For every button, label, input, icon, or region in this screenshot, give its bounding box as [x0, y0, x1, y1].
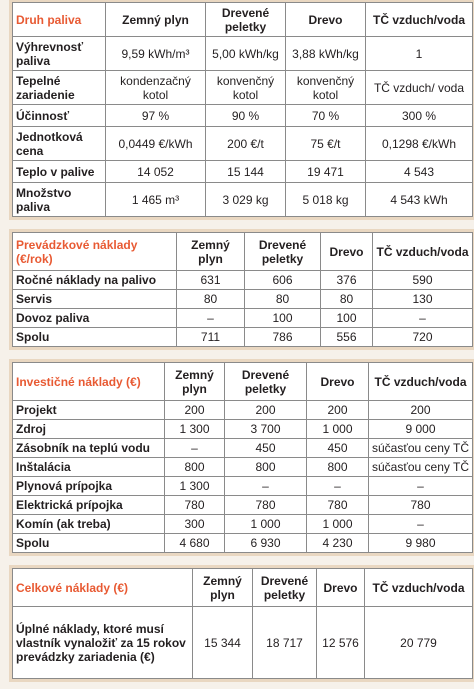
table-cell: 780	[225, 496, 307, 515]
table-cell: –	[165, 439, 225, 458]
table-cell: 376	[321, 271, 373, 290]
row-label: Spolu	[13, 534, 165, 553]
table-cell: 780	[369, 496, 473, 515]
table-row	[13, 105, 473, 127]
table-row	[13, 515, 473, 534]
table-cell: konvenčný kotol	[206, 71, 286, 105]
table-row	[13, 161, 473, 183]
fuel-parameters-table	[12, 2, 473, 217]
table-cell: 200 €/t	[206, 127, 286, 161]
column-header: Drevo	[321, 233, 373, 271]
column-header: Drevo	[317, 569, 365, 607]
table-title: Investičné náklady (€)	[13, 363, 165, 401]
column-header: Drevené peletky	[253, 569, 317, 607]
total-costs-table	[12, 568, 473, 679]
table-title: Celkové náklady (€)	[13, 569, 193, 607]
table-row	[13, 439, 473, 458]
table-cell: 15 144	[206, 161, 286, 183]
table-row	[13, 458, 473, 477]
table-cell: –	[369, 515, 473, 534]
table-cell: 9 980	[369, 534, 473, 553]
column-header: Drevo	[286, 3, 366, 37]
row-label: Plynová prípojka	[13, 477, 165, 496]
table-cell: 4 680	[165, 534, 225, 553]
table-cell: 4 543	[366, 161, 473, 183]
table-row	[13, 37, 473, 71]
table-cell: 14 052	[106, 161, 206, 183]
row-label: Výhrevnosť paliva	[13, 37, 106, 71]
column-header: Drevo	[307, 363, 369, 401]
column-header: Zemný plyn	[106, 3, 206, 37]
table-cell: 100	[245, 309, 321, 328]
row-label: Servis	[13, 290, 177, 309]
table-cell: 9 000	[369, 420, 473, 439]
row-label: Zdroj	[13, 420, 165, 439]
table-cell: 450	[225, 439, 307, 458]
table-row	[13, 309, 473, 328]
table-row	[13, 401, 473, 420]
row-label: Ročné náklady na palivo	[13, 271, 177, 290]
table-title: Prevádzkové náklady (€/rok)	[13, 233, 177, 271]
table-cell: 0,1298 €/kWh	[366, 127, 473, 161]
table-cell: 5,00 kWh/kg	[206, 37, 286, 71]
table-cell: 80	[321, 290, 373, 309]
table-cell: 80	[245, 290, 321, 309]
table-cell: 0,0449 €/kWh	[106, 127, 206, 161]
row-label: Elektrická prípojka	[13, 496, 165, 515]
table-cell: 100	[321, 309, 373, 328]
table-cell: 20 779	[365, 607, 473, 679]
row-label: Inštalácia	[13, 458, 165, 477]
column-header: Zemný plyn	[165, 363, 225, 401]
table-cell: 1 300	[165, 477, 225, 496]
table-cell: 711	[177, 328, 245, 347]
table-row	[13, 290, 473, 309]
column-header: Drevené peletky	[245, 233, 321, 271]
table-cell: 80	[177, 290, 245, 309]
table-cell: 800	[165, 458, 225, 477]
table-cell: 4 543 kWh	[366, 183, 473, 217]
row-label: Teplo v palive	[13, 161, 106, 183]
table-cell: 3,88 kWh/kg	[286, 37, 366, 71]
row-label: Komín (ak treba)	[13, 515, 165, 534]
table-row	[13, 496, 473, 515]
table-cell: konvenčný kotol	[286, 71, 366, 105]
row-label: Jednotková cena	[13, 127, 106, 161]
table-cell: 90 %	[206, 105, 286, 127]
row-label: Tepelné zariadenie	[13, 71, 106, 105]
table-cell: 200	[307, 401, 369, 420]
table-cell: 720	[373, 328, 473, 347]
table-cell: –	[369, 477, 473, 496]
table-row	[13, 271, 473, 290]
column-header: Drevené peletky	[225, 363, 307, 401]
table-row	[13, 183, 473, 217]
table-cell: –	[307, 477, 369, 496]
row-label: Množstvo paliva	[13, 183, 106, 217]
table-cell: –	[177, 309, 245, 328]
table-title: Druh paliva	[13, 3, 106, 37]
table-cell: 606	[245, 271, 321, 290]
table-header-row	[13, 363, 473, 401]
table-cell: 556	[321, 328, 373, 347]
table-cell: 786	[245, 328, 321, 347]
column-header: TČ vzduch/voda	[366, 3, 473, 37]
table-cell: –	[373, 309, 473, 328]
table-cell: 1 465 m³	[106, 183, 206, 217]
table-cell: 130	[373, 290, 473, 309]
table-cell: 1 000	[225, 515, 307, 534]
table-cell: 631	[177, 271, 245, 290]
operating-costs-table	[12, 232, 473, 347]
table-cell: 450	[307, 439, 369, 458]
table-header-row	[13, 569, 473, 607]
table-header-row	[13, 233, 473, 271]
row-label: Účinnosť	[13, 105, 106, 127]
table-cell: TČ vzduch/ voda	[366, 71, 473, 105]
table-cell: 200	[165, 401, 225, 420]
table-cell: súčasťou ceny TČ	[369, 458, 473, 477]
table-row	[13, 71, 473, 105]
table-cell: 800	[307, 458, 369, 477]
table-cell: 12 576	[317, 607, 365, 679]
table-cell: 6 930	[225, 534, 307, 553]
table-cell: 15 344	[193, 607, 253, 679]
table-row	[13, 477, 473, 496]
table-row	[13, 420, 473, 439]
column-header: TČ vzduch/voda	[369, 363, 473, 401]
column-header: Zemný plyn	[193, 569, 253, 607]
table-cell: –	[225, 477, 307, 496]
table-header-row	[13, 3, 473, 37]
table-cell: 800	[225, 458, 307, 477]
row-label: Spolu	[13, 328, 177, 347]
table-cell: 590	[373, 271, 473, 290]
table-cell: 300 %	[366, 105, 473, 127]
row-label: Projekt	[13, 401, 165, 420]
table-row	[13, 127, 473, 161]
table-cell: 5 018 kg	[286, 183, 366, 217]
table-cell: 300	[165, 515, 225, 534]
table-row	[13, 607, 473, 679]
table-cell: 200	[369, 401, 473, 420]
table-cell: 70 %	[286, 105, 366, 127]
column-header: TČ vzduch/voda	[373, 233, 473, 271]
row-label: Dovoz paliva	[13, 309, 177, 328]
row-label: Úplné náklady, ktoré musí vlastník vynaložiť za 15 rokov prevádzky zariadenia (€)	[13, 607, 193, 679]
table-cell: 9,59 kWh/m³	[106, 37, 206, 71]
table-row	[13, 328, 473, 347]
table-cell: 3 700	[225, 420, 307, 439]
table-cell: 3 029 kg	[206, 183, 286, 217]
table-cell: 19 471	[286, 161, 366, 183]
table-cell: 200	[225, 401, 307, 420]
table-cell: 1 300	[165, 420, 225, 439]
table-cell: 18 717	[253, 607, 317, 679]
table-row	[13, 534, 473, 553]
column-header: Drevené peletky	[206, 3, 286, 37]
table-cell: 97 %	[106, 105, 206, 127]
row-label: Zásobník na teplú vodu	[13, 439, 165, 458]
table-cell: 75 €/t	[286, 127, 366, 161]
table-cell: súčasťou ceny TČ	[369, 439, 473, 458]
column-header: TČ vzduch/voda	[365, 569, 473, 607]
table-cell: 1 000	[307, 420, 369, 439]
column-header: Zemný plyn	[177, 233, 245, 271]
table-cell: 1 000	[307, 515, 369, 534]
table-cell: kondenzačný kotol	[106, 71, 206, 105]
table-cell: 4 230	[307, 534, 369, 553]
table-cell: 780	[307, 496, 369, 515]
investment-costs-table	[12, 362, 473, 553]
table-cell: 1	[366, 37, 473, 71]
table-cell: 780	[165, 496, 225, 515]
